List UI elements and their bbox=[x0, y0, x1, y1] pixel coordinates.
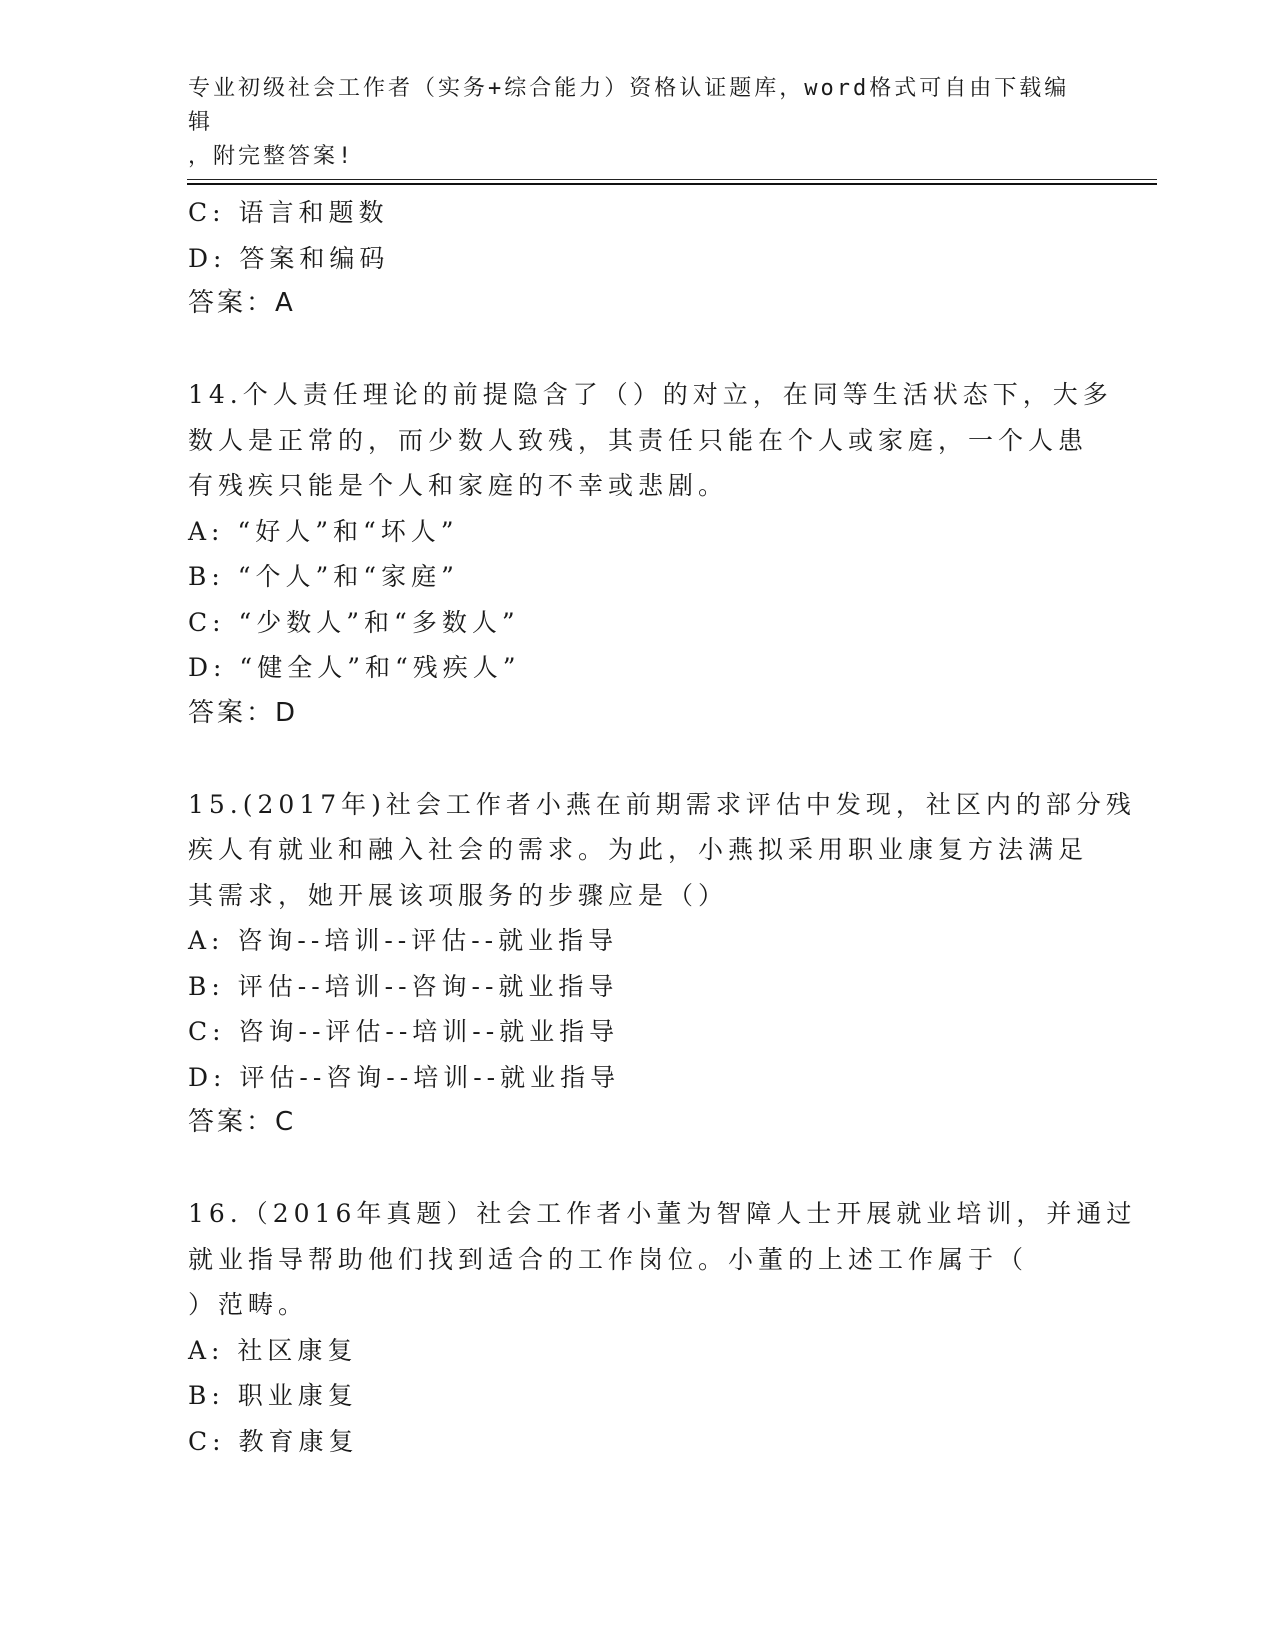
question-16-option-c: C: 教育康复 bbox=[188, 1426, 359, 1456]
question-14-stem-line-3: 有残疾只能是个人和家庭的不幸或悲剧。 bbox=[188, 471, 729, 500]
question-14-option-c: C: “少数人”和“多数人” bbox=[188, 607, 520, 637]
header-divider-thin bbox=[187, 179, 1157, 180]
question-14 bbox=[188, 372, 1113, 736]
header-title-line-1: 专业初级社会工作者（实务+综合能力）资格认证题库，word格式可自由下载编辑 bbox=[188, 76, 1070, 135]
question-15-stem-line-3: 其需求，她开展该项服务的步骤应是（） bbox=[188, 880, 729, 910]
question-15-option-c: C: 咨询--评估--培训--就业指导 bbox=[188, 1017, 620, 1046]
question-13-option-d: D: 答案和编码 bbox=[188, 243, 390, 273]
question-16-option-b: B: 职业康复 bbox=[188, 1381, 358, 1410]
question-14-option-a: A: “好人”和“坏人” bbox=[188, 516, 459, 546]
question-16-stem-line-3: ）范畴。 bbox=[188, 1290, 309, 1319]
header-divider-thick bbox=[187, 183, 1157, 185]
spacer bbox=[188, 736, 1088, 782]
question-13-tail bbox=[188, 190, 1088, 327]
question-15-stem-line-1: 15.(2017年)社会工作者小燕在前期需求评估中发现，社区内的部分残 bbox=[188, 789, 1136, 819]
question-15-answer: 答案：C bbox=[188, 1107, 297, 1137]
question-15-option-a: A: 咨询--培训--评估--就业指导 bbox=[188, 926, 619, 955]
question-16-stem-line-2: 就业指导帮助他们找到适合的工作岗位。小董的上述工作属于（ bbox=[188, 1244, 1029, 1274]
question-14-stem-line-1: 14.个人责任理论的前提隐含了（）的对立，在同等生活状态下，大多 bbox=[188, 380, 1113, 409]
question-14-answer: 答案：D bbox=[188, 697, 299, 728]
header-title-line-2: ，附完整答案! bbox=[188, 144, 355, 169]
question-16 bbox=[188, 1191, 1137, 1464]
question-14-option-d: D: “健全人”和“残疾人” bbox=[188, 653, 521, 682]
question-15-option-b: B: 评估--培训--咨询--就业指导 bbox=[188, 971, 619, 1001]
document-header bbox=[188, 72, 1088, 174]
question-13-answer: 答案：A bbox=[188, 288, 296, 318]
question-16-option-a: A: 社区康复 bbox=[188, 1335, 358, 1365]
question-15-option-d: D: 评估--咨询--培训--就业指导 bbox=[188, 1062, 621, 1092]
question-16-stem-line-1: 16.（2016年真题）社会工作者小董为智障人士开展就业培训，并通过 bbox=[188, 1199, 1137, 1228]
question-15-stem-line-2: 疾人有就业和融入社会的需求。为此，小燕拟采用职业康复方法满足 bbox=[188, 835, 1089, 864]
spacer bbox=[188, 1146, 1088, 1192]
spacer bbox=[188, 327, 1088, 373]
question-14-option-b: B: “个人”和“家庭” bbox=[188, 562, 459, 591]
document-body bbox=[188, 190, 1137, 1464]
question-15 bbox=[188, 782, 1136, 1146]
question-13-option-c: C: 语言和题数 bbox=[188, 198, 389, 227]
question-14-stem-line-2: 数人是正常的，而少数人致残，其责任只能在个人或家庭，一个人患 bbox=[188, 425, 1089, 455]
